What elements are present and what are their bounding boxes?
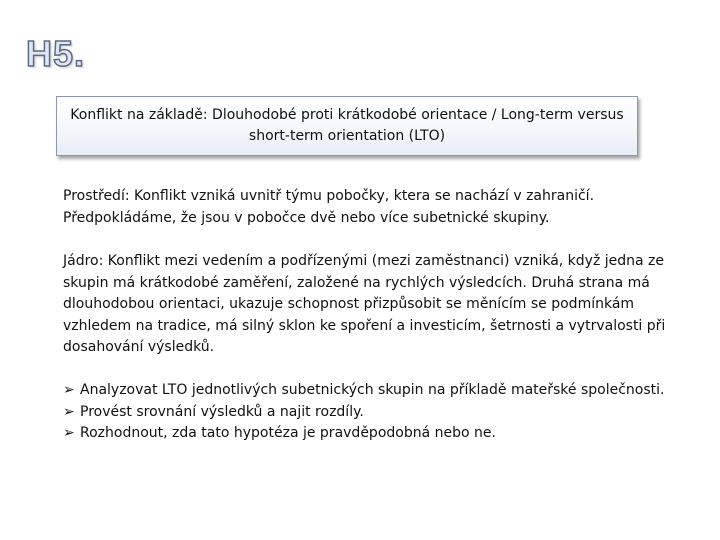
- core-paragraph: Jádro: Konflikt mezi vedením a podřízenými (mezi zaměstnanci) vzniká, když jedna ze skupin má krátkodobé zaměření, založené na rychlých výsledcích. Druhá strana má dlouhodobou orientaci, ukazuje schopnost přizpůsobit se měnícím se podmínkám vzhledem na tradice, má silný sklon ke spoření a investicím, šetrnosti a vytrvalosti při dosahování výsledků.: [63, 253, 666, 355]
- list-item: [63, 380, 673, 402]
- list-item-text: Provést srovnání výsledků a najit rozdíly.: [80, 403, 364, 420]
- arrow-bullet-icon: ➢: [63, 425, 75, 441]
- list-item-text: Analyzovat LTO jednotlivých subetnických skupin na příkladě mateřské společnosti.: [80, 382, 665, 398]
- topic-box-text: Konflikt na základě: Dlouhodobé proti krátkodobé orientace / Long-term versus short-term orientation (LTO): [70, 107, 624, 144]
- slide-title: H5.: [26, 33, 86, 74]
- list-item-text: Rozhodnout, zda tato hypotéza je pravděpodobná nebo ne.: [80, 425, 496, 441]
- task-list: [63, 380, 673, 445]
- arrow-bullet-icon: ➢: [63, 382, 75, 398]
- arrow-bullet-icon: ➢: [63, 403, 75, 420]
- environment-paragraph: Prostředí: Konflikt vzniká uvnitř týmu pobočky, ktera se nachází v zahraničí. Předpokládáme, že jsou v pobočce dvě nebo více subetnické skupiny.: [63, 188, 595, 226]
- list-item: [63, 423, 673, 445]
- topic-box: [56, 96, 638, 156]
- list-item: [63, 402, 673, 424]
